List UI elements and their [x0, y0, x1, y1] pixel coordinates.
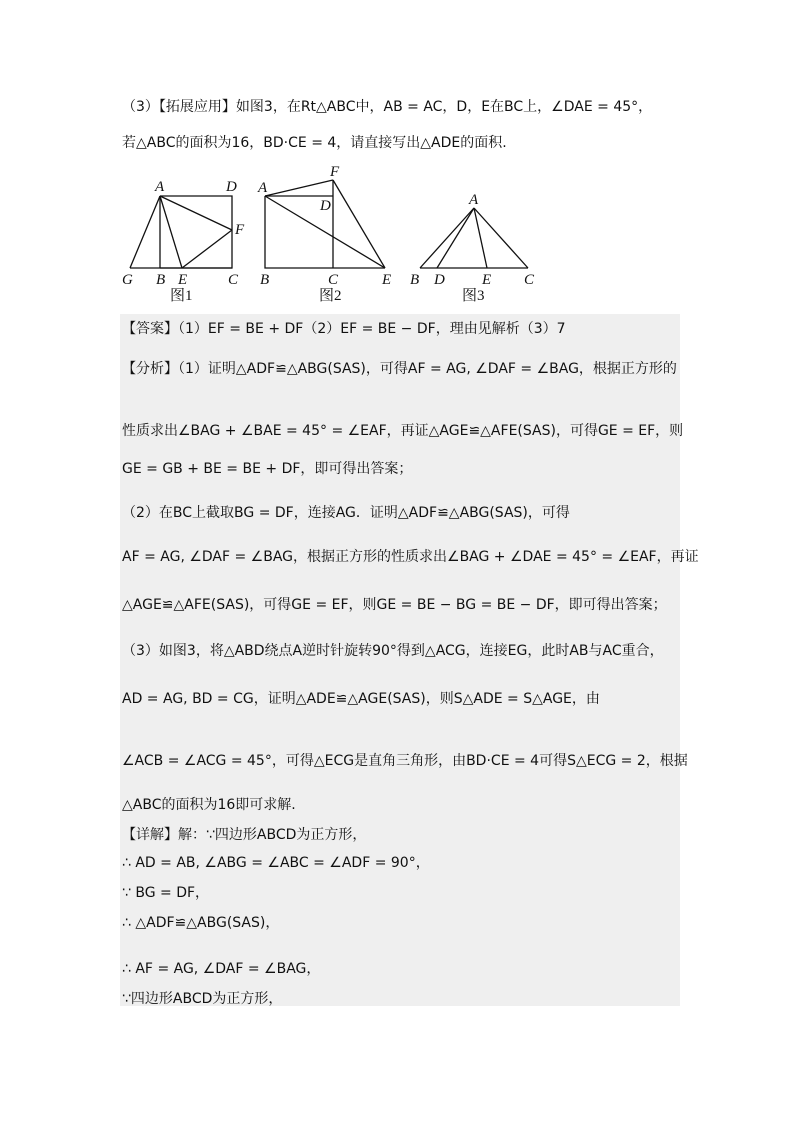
- fig3-caption: 图3: [462, 288, 485, 304]
- analysis-2-line-b: AF = AG, ∠DAF = ∠BAG，根据正方形的性质求出∠BAG + ∠DAE = 45° = ∠EAF，再证: [122, 549, 699, 565]
- detail-line-3: ∵ BG = DF，: [122, 885, 210, 901]
- analysis-1-line-c: GE = GB + BE = BE + DF，即可得出答案；: [122, 461, 413, 477]
- fig1-label-b: B: [156, 272, 166, 288]
- analysis-3-line-a: （3）如图3，将△ABD绕点A逆时针旋转90°得到△ACG，连接EG，此时AB与AC重合，: [122, 643, 664, 659]
- fig2-label-c: C: [328, 272, 339, 288]
- analysis-2-line-a: （2）在BC上截取BG = DF，连接AG．证明△ADF≌△ABG(SAS)，可得: [122, 505, 570, 521]
- figure-1-diagram: [130, 196, 232, 268]
- problem-line-1: （3）【拓展应用】如图3，在Rt△ABC中，AB = AC，D，E在BC上，∠DAE = 45°，: [122, 99, 653, 115]
- fig2-label-e: E: [382, 272, 392, 288]
- fig2-label-d: D: [320, 198, 331, 214]
- fig2-label-f: F: [330, 164, 340, 180]
- fig2-label-a: A: [258, 180, 268, 196]
- detail-line-2: ∴ AD = AB, ∠ABG = ∠ABC = ∠ADF = 90°，: [122, 855, 430, 871]
- fig1-label-f: F: [235, 222, 245, 238]
- analysis-3-line-b: AD = AG, BD = CG，证明△ADE≌△AGE(SAS)，则S△ADE = S△AGE，由: [122, 691, 600, 707]
- detail-line-4: ∴ △ADF≌△ABG(SAS)，: [122, 915, 280, 931]
- figure-3-diagram: [420, 208, 528, 268]
- fig1-label-g: G: [122, 272, 133, 288]
- answer-line: 【答案】（1）EF = BE + DF（2）EF = BE − DF，理由见解析（3）7: [122, 321, 566, 337]
- fig1-label-e: E: [178, 272, 188, 288]
- detail-line-5: ∴ AF = AG, ∠DAF = ∠BAG，: [122, 961, 321, 977]
- analysis-1-line-b: 性质求出∠BAG + ∠BAE = 45° = ∠EAF，再证△AGE≌△AFE(SAS)，可得GE = EF，则: [122, 423, 684, 439]
- fig3-label-d: D: [434, 272, 445, 288]
- fig1-label-c: C: [228, 272, 239, 288]
- fig3-label-b: B: [410, 272, 420, 288]
- problem-line-2: 若△ABC的面积为16，BD·CE = 4，请直接写出△ADE的面积.: [122, 135, 507, 151]
- fig3-label-a: A: [469, 192, 479, 208]
- detail-line-1: 【详解】解：∵四边形ABCD为正方形，: [122, 827, 367, 843]
- analysis-3-line-d: △ABC的面积为16即可求解.: [122, 797, 296, 813]
- analysis-2-line-c: △AGE≌△AFE(SAS)，可得GE = EF，则GE = BE − BG = BE − DF，即可得出答案；: [122, 597, 667, 613]
- fig3-label-c: C: [524, 272, 535, 288]
- fig2-caption: 图2: [319, 288, 342, 304]
- figure-group: [0, 160, 800, 320]
- fig1-caption: 图1: [170, 288, 193, 304]
- solution-panel: [120, 314, 680, 1006]
- fig1-label-d: D: [226, 179, 237, 195]
- figure-2-diagram: [265, 180, 385, 268]
- analysis-1-line-a: 【分析】（1）证明△ADF≌△ABG(SAS)，可得AF = AG, ∠DAF = ∠BAG，根据正方形的: [122, 361, 677, 377]
- detail-line-6: ∵四边形ABCD为正方形，: [122, 991, 283, 1007]
- fig1-label-a: A: [155, 179, 165, 195]
- fig3-label-e: E: [482, 272, 492, 288]
- fig2-label-b: B: [260, 272, 270, 288]
- analysis-3-line-c: ∠ACB = ∠ACG = 45°，可得△ECG是直角三角形，由BD·CE = 4可得S△ECG = 2，根据: [122, 753, 688, 769]
